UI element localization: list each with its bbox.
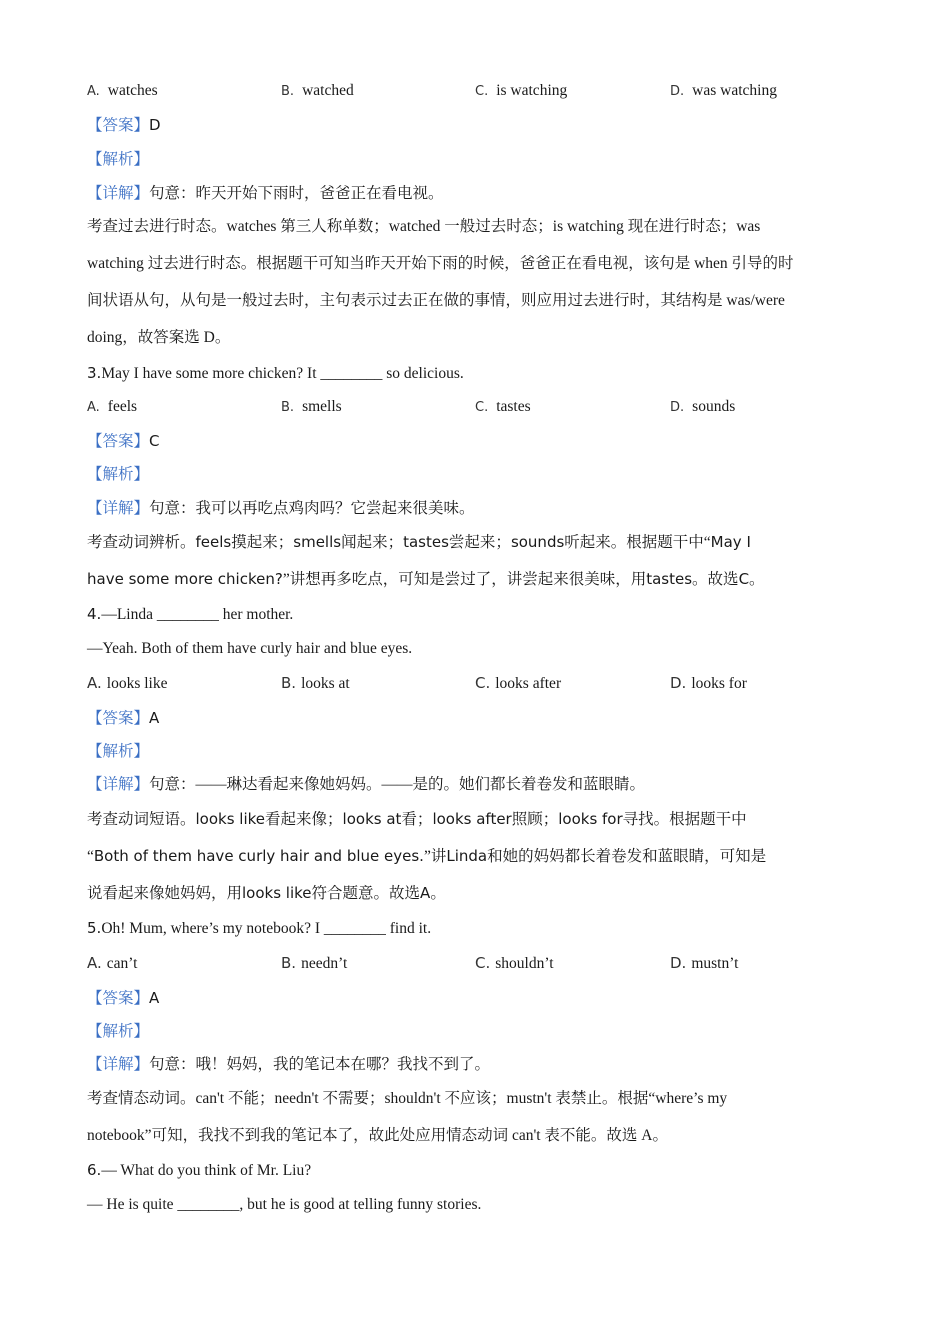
term: looks like [242, 884, 312, 902]
term: looks for [558, 810, 623, 828]
option-text: shouldn’t [495, 955, 554, 972]
option-letter: C. [475, 954, 491, 972]
text: 照顾； [511, 811, 559, 828]
option-letter: D. [670, 400, 685, 415]
answer-value: A [149, 709, 160, 727]
term: tastes [646, 570, 693, 588]
option-letter: C. [475, 674, 491, 692]
q4-analysis-tag: 【解析】 [87, 743, 150, 760]
text: 摸起来； [231, 534, 294, 551]
detail-tag: 【详解】 [87, 1056, 150, 1073]
q3-answer [87, 431, 160, 452]
q3-explain-line [87, 569, 765, 590]
text: 寻找。根据题干中 [622, 811, 747, 828]
option-letter: A. [87, 674, 102, 692]
option-a[interactable] [87, 953, 137, 974]
question-number: 6. [87, 1161, 102, 1179]
term: looks after [432, 810, 512, 828]
term: looks like [195, 810, 266, 828]
option-text: can’t [106, 955, 138, 972]
answer-value: A [149, 989, 160, 1007]
option-letter: A. [87, 400, 100, 415]
text: ”讲想再多吃点，可知是尝过了，讲尝起来很美味，用 [282, 571, 647, 588]
option-text: mustn’t [691, 955, 739, 972]
question-text: — What do you think of Mr. Liu? [101, 1162, 312, 1179]
answer-tag: 【答案】 [87, 433, 150, 450]
option-c[interactable] [475, 673, 561, 694]
q2-explain-line: 间状语从句，从句是一般过去时，主句表示过去正在做的事情，则应用过去进行时，其结构是 was/were [87, 292, 785, 309]
q2-answer [87, 115, 161, 136]
q3-detail [87, 499, 475, 519]
q3-stem [87, 363, 464, 384]
q5-explain-line: notebook”可知，我找不到我的笔记本了，故此处应用情态动词 can't 表不能。故选 A。 [87, 1127, 668, 1144]
option-b[interactable] [281, 673, 350, 694]
option-letter: B. [281, 84, 295, 99]
option-text: watches [107, 82, 158, 99]
q2-explain-line: watching 过去进行时态。根据题干可知当昨天开始下雨的时候，爸爸正在看电视，该句是 when 引导的时 [87, 255, 794, 272]
q3-options [87, 397, 867, 417]
answer-value: D [149, 116, 161, 134]
option-a[interactable] [87, 673, 167, 694]
option-letter: B. [281, 674, 297, 692]
option-text: feels [107, 398, 138, 415]
option-c[interactable] [475, 397, 531, 418]
q3-explain-line [87, 532, 751, 553]
answer-tag: 【答案】 [87, 990, 150, 1007]
option-letter: B. [281, 954, 297, 972]
detail-text: 句意：——琳达看起来像她妈妈。——是的。她们都长着卷发和蓝眼睛。 [149, 776, 646, 793]
q4-explain-line [87, 883, 446, 904]
q2-explain-line: doing，故答案选 D。 [87, 329, 231, 346]
text: 说看起来像她妈妈，用 [87, 885, 243, 902]
q5-answer [87, 988, 159, 1009]
option-b[interactable] [281, 81, 354, 102]
q5-stem [87, 918, 431, 939]
option-d[interactable] [670, 397, 735, 418]
detail-tag: 【详解】 [87, 185, 150, 202]
option-a[interactable] [87, 81, 158, 102]
q6-stem-2: — He is quite ________, but he is good at telling funny stories. [87, 1196, 482, 1213]
question-number: 4. [87, 605, 102, 623]
text: 闻起来； [341, 534, 404, 551]
q3-analysis-tag: 【解析】 [87, 466, 150, 483]
text: 。 [430, 885, 446, 902]
question-text: —Linda ________ her mother. [101, 606, 294, 623]
detail-tag: 【详解】 [87, 500, 150, 517]
question-text: May I have some more chicken? It ________ so delicious. [101, 365, 464, 382]
q5-detail [87, 1055, 490, 1075]
option-c[interactable] [475, 953, 554, 974]
q4-explain-line [87, 809, 747, 830]
detail-tag: 【详解】 [87, 776, 150, 793]
term: A [420, 884, 431, 902]
option-b[interactable] [281, 397, 342, 418]
option-text: is watching [496, 82, 568, 99]
term: tastes [403, 533, 449, 551]
detail-text: 句意：昨天开始下雨时，爸爸正在看电视。 [149, 185, 444, 202]
option-text: needn’t [301, 955, 348, 972]
q6-stem [87, 1160, 311, 1181]
detail-text: 句意：我可以再吃点鸡肉吗？它尝起来很美味。 [149, 500, 475, 517]
question-number: 3. [87, 364, 102, 382]
text: 看起来像； [265, 811, 343, 828]
q5-options [87, 953, 867, 973]
q4-options [87, 673, 867, 693]
option-letter: D. [670, 84, 685, 99]
term: feels [195, 533, 232, 551]
option-letter: D. [670, 954, 687, 972]
q5-analysis-tag: 【解析】 [87, 1023, 150, 1040]
option-a[interactable] [87, 397, 137, 418]
text: 和她的妈妈都长着卷发和蓝眼睛，可知是 [487, 848, 767, 865]
option-letter: D. [670, 674, 687, 692]
text: 考查动词短语。 [87, 811, 196, 828]
option-text: looks after [495, 675, 562, 692]
q4-answer [87, 708, 159, 729]
term: looks at [342, 810, 402, 828]
text: 考查动词辨析。 [87, 534, 196, 551]
option-text: looks at [301, 675, 350, 692]
q4-stem [87, 604, 293, 625]
q2-options [87, 81, 867, 101]
term: May I [710, 533, 751, 551]
q2-detail [87, 184, 444, 204]
term: Both of them have curly hair and blue eyes. [93, 847, 424, 865]
q5-explain-line: 考查情态动词。can't 不能；needn't 不需要；shouldn't 不应该；mustn't 表禁止。根据“where’s my [87, 1090, 728, 1107]
option-text: was watching [692, 82, 777, 99]
q4-detail [87, 775, 645, 795]
text: “ [87, 848, 94, 865]
answer-tag: 【答案】 [87, 117, 150, 134]
option-text: tastes [496, 398, 531, 415]
option-text: looks for [691, 675, 747, 692]
term: sounds [510, 533, 565, 551]
option-letter: C. [475, 400, 489, 415]
text: 符合题意。故选 [311, 885, 421, 902]
option-text: smells [302, 398, 342, 415]
detail-text: 句意：哦！妈妈，我的笔记本在哪？我找不到了。 [149, 1056, 491, 1073]
term: smells [293, 533, 342, 551]
text: 听起来。根据题干中“ [564, 534, 711, 551]
text: ”讲 [423, 848, 447, 865]
text: 看； [401, 811, 433, 828]
term: have some more chicken? [87, 570, 283, 588]
question-number: 5. [87, 919, 102, 937]
option-letter: A. [87, 84, 100, 99]
option-text: sounds [692, 398, 736, 415]
q4-explain-line [87, 846, 766, 867]
term: Linda [446, 847, 488, 865]
option-b[interactable] [281, 953, 347, 974]
option-d[interactable] [670, 953, 738, 974]
option-letter: B. [281, 400, 295, 415]
option-text: watched [302, 82, 354, 99]
text: 。故选 [692, 571, 739, 588]
q4-stem-2: —Yeah. Both of them have curly hair and blue eyes. [87, 640, 413, 657]
answer-value: C [149, 432, 160, 450]
text: 尝起来； [448, 534, 511, 551]
term: C [738, 570, 750, 588]
option-letter: A. [87, 954, 102, 972]
text: 。 [749, 571, 765, 588]
option-c[interactable] [475, 81, 567, 102]
option-letter: C. [475, 84, 489, 99]
answer-tag: 【答案】 [87, 710, 150, 727]
question-text: Oh! Mum, where’s my notebook? I ________ find it. [101, 920, 432, 937]
q2-analysis-tag: 【解析】 [87, 151, 150, 168]
option-text: looks like [106, 675, 168, 692]
q2-explain-line: 考查过去进行时态。watches 第三人称单数；watched 一般过去时态；is watching 现在进行时态；was [87, 218, 761, 235]
option-d[interactable] [670, 81, 777, 102]
option-d[interactable] [670, 673, 747, 694]
